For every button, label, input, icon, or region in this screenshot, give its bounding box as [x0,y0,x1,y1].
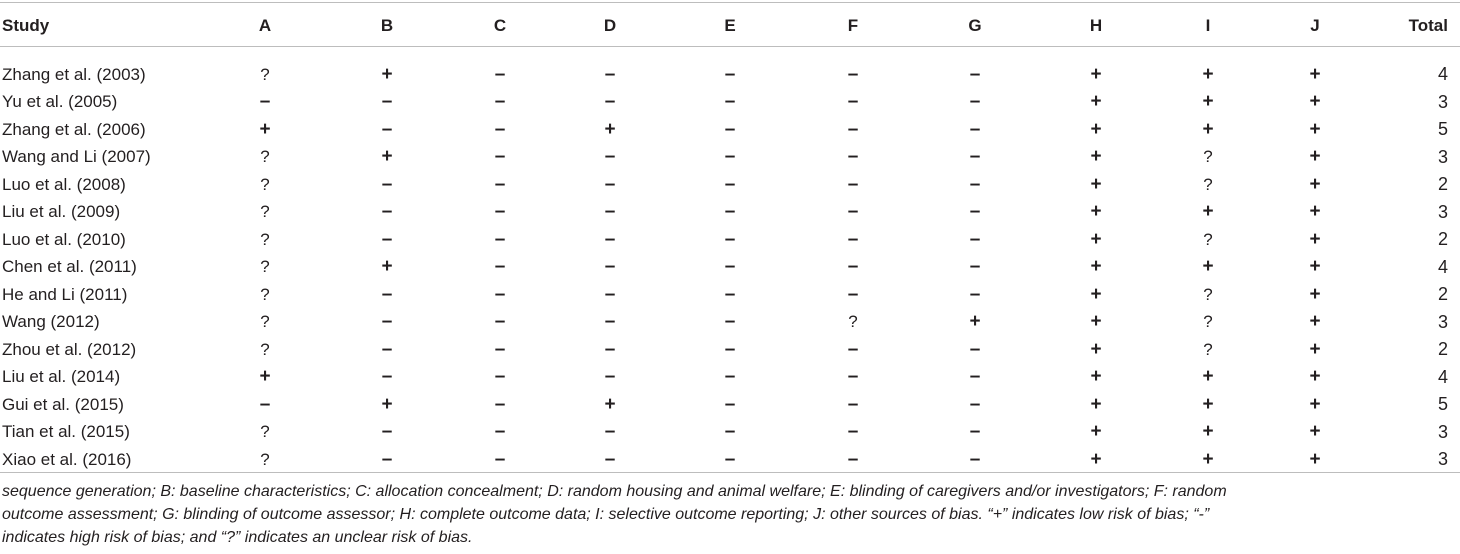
high-risk-mark: – [604,338,616,360]
table-row [0,309,1460,337]
high-risk-mark: – [847,338,859,360]
low-risk-mark: + [1090,393,1102,415]
low-risk-mark: + [1090,228,1102,250]
header-col-d: D [603,15,617,35]
header-col-h: H [1089,15,1103,35]
low-risk-mark: + [1202,366,1214,388]
unclear-risk-mark: ? [260,174,270,194]
footnote-line: sequence generation; B: baseline characteristics; C: allocation concealment; D: random housing and animal welfare; E: blinding of caregivers and/or investigators; F: random [2,483,1227,500]
high-risk-mark: – [969,118,981,140]
study-name: Gui et al. (2015) [2,394,124,414]
high-risk-mark: – [969,256,981,278]
header-col-a: A [258,15,272,35]
low-risk-mark: + [1202,91,1214,113]
study-name: Xiao et al. (2016) [2,449,132,469]
total-score: 4 [1437,256,1448,277]
low-risk-mark: + [1090,118,1102,140]
high-risk-mark: – [969,393,981,415]
footnote-line: indicates high risk of bias; and “?” indicates an unclear risk of bias. [2,529,473,546]
total-score: 2 [1437,229,1448,250]
table-row [0,419,1460,447]
header-col-e: E [724,15,736,35]
high-risk-mark: – [724,366,736,388]
low-risk-mark: + [969,311,981,333]
low-risk-mark: + [1090,256,1102,278]
high-risk-mark: – [724,91,736,113]
high-risk-mark: – [494,256,506,278]
high-risk-mark: – [969,63,981,85]
high-risk-mark: – [604,283,616,305]
header-total: Total [1408,15,1448,35]
high-risk-mark: – [969,91,981,113]
low-risk-mark: + [604,118,616,140]
high-risk-mark: – [259,91,271,113]
study-name: Liu et al. (2009) [2,202,121,222]
study-name: Luo et al. (2010) [2,229,126,249]
low-risk-mark: + [1090,63,1102,85]
header-col-f: F [847,15,859,35]
high-risk-mark: – [381,91,393,113]
low-risk-mark: + [1090,146,1102,168]
high-risk-mark: – [604,146,616,168]
unclear-risk-mark: ? [260,257,270,277]
total-score: 4 [1437,64,1448,85]
low-risk-mark: + [1090,366,1102,388]
low-risk-mark: + [1309,366,1321,388]
low-risk-mark: + [259,118,271,140]
table-footnote [2,480,1452,549]
high-risk-mark: – [494,421,506,443]
high-risk-mark: – [724,421,736,443]
header-col-i: I [1205,15,1211,35]
unclear-risk-mark: ? [1203,229,1213,249]
low-risk-mark: + [1309,201,1321,223]
high-risk-mark: – [381,338,393,360]
total-score: 3 [1437,91,1448,112]
high-risk-mark: – [847,283,859,305]
low-risk-mark: + [381,393,393,415]
high-risk-mark: – [969,201,981,223]
high-risk-mark: – [604,63,616,85]
unclear-risk-mark: ? [260,229,270,249]
unclear-risk-mark: ? [1203,312,1213,332]
unclear-risk-mark: ? [848,312,858,332]
table-top-rule [0,2,1460,3]
high-risk-mark: – [847,118,859,140]
total-score: 2 [1437,174,1448,195]
low-risk-mark: + [1090,173,1102,195]
table-header-row [0,12,1460,40]
high-risk-mark: – [724,118,736,140]
study-name: Luo et al. (2008) [2,174,126,194]
high-risk-mark: – [969,173,981,195]
table-row [0,199,1460,227]
header-col-b: B [380,15,394,35]
study-name: Chen et al. (2011) [2,257,137,277]
low-risk-mark: + [381,256,393,278]
total-score: 5 [1437,119,1448,140]
low-risk-mark: + [1309,393,1321,415]
study-name: Wang (2012) [2,312,100,332]
high-risk-mark: – [381,228,393,250]
unclear-risk-mark: ? [260,284,270,304]
high-risk-mark: – [381,448,393,470]
table-row [0,336,1460,364]
high-risk-mark: – [381,173,393,195]
high-risk-mark: – [969,421,981,443]
low-risk-mark: + [1090,283,1102,305]
high-risk-mark: – [381,421,393,443]
high-risk-mark: – [847,393,859,415]
high-risk-mark: – [969,283,981,305]
low-risk-mark: + [1090,421,1102,443]
high-risk-mark: – [494,283,506,305]
low-risk-mark: + [1309,311,1321,333]
high-risk-mark: – [847,228,859,250]
study-name: Liu et al. (2014) [2,367,121,387]
high-risk-mark: – [494,338,506,360]
high-risk-mark: – [494,228,506,250]
table-row [0,171,1460,199]
table-row [0,446,1460,474]
total-score: 4 [1437,366,1448,387]
high-risk-mark: – [381,311,393,333]
study-name: Tian et al. (2015) [2,422,130,442]
low-risk-mark: + [1202,256,1214,278]
high-risk-mark: – [494,393,506,415]
table-row [0,89,1460,117]
low-risk-mark: + [1309,63,1321,85]
study-name: Zhang et al. (2003) [2,64,146,84]
total-score: 3 [1437,146,1448,167]
header-col-c: C [493,15,507,35]
low-risk-mark: + [1309,91,1321,113]
study-name: He and Li (2011) [2,284,128,304]
high-risk-mark: – [381,366,393,388]
high-risk-mark: – [604,173,616,195]
header-col-j: J [1310,15,1320,35]
low-risk-mark: + [1090,91,1102,113]
high-risk-mark: – [724,283,736,305]
table-row [0,116,1460,144]
unclear-risk-mark: ? [260,339,270,359]
low-risk-mark: + [1309,118,1321,140]
low-risk-mark: + [604,393,616,415]
total-score: 2 [1437,284,1448,305]
total-score: 3 [1437,449,1448,470]
low-risk-mark: + [1202,448,1214,470]
table-row [0,391,1460,419]
unclear-risk-mark: ? [260,312,270,332]
high-risk-mark: – [494,448,506,470]
high-risk-mark: – [259,393,271,415]
high-risk-mark: – [604,256,616,278]
table-row [0,226,1460,254]
low-risk-mark: + [1309,421,1321,443]
low-risk-mark: + [1309,448,1321,470]
high-risk-mark: – [969,448,981,470]
unclear-risk-mark: ? [1203,174,1213,194]
high-risk-mark: – [494,146,506,168]
high-risk-mark: – [847,146,859,168]
low-risk-mark: + [1202,118,1214,140]
header-col-g: G [968,15,982,35]
total-score: 2 [1437,339,1448,360]
high-risk-mark: – [604,421,616,443]
high-risk-mark: – [494,311,506,333]
unclear-risk-mark: ? [260,422,270,442]
high-risk-mark: – [969,366,981,388]
high-risk-mark: – [494,173,506,195]
high-risk-mark: – [847,63,859,85]
high-risk-mark: – [494,201,506,223]
total-score: 3 [1437,201,1448,222]
total-score: 3 [1437,311,1448,332]
low-risk-mark: + [1309,146,1321,168]
low-risk-mark: + [381,146,393,168]
high-risk-mark: – [604,311,616,333]
high-risk-mark: – [847,448,859,470]
unclear-risk-mark: ? [260,202,270,222]
table-row [0,144,1460,172]
table-row [0,364,1460,392]
high-risk-mark: – [724,393,736,415]
low-risk-mark: + [1090,338,1102,360]
low-risk-mark: + [1309,256,1321,278]
low-risk-mark: + [1309,173,1321,195]
high-risk-mark: – [604,228,616,250]
high-risk-mark: – [724,146,736,168]
high-risk-mark: – [724,256,736,278]
unclear-risk-mark: ? [1203,339,1213,359]
study-name: Wang and Li (2007) [2,147,151,167]
high-risk-mark: – [724,63,736,85]
low-risk-mark: + [1090,201,1102,223]
high-risk-mark: – [381,201,393,223]
header-study: Study [2,15,50,35]
high-risk-mark: – [381,118,393,140]
high-risk-mark: – [724,201,736,223]
high-risk-mark: – [847,173,859,195]
low-risk-mark: + [1309,283,1321,305]
unclear-risk-mark: ? [1203,147,1213,167]
high-risk-mark: – [847,201,859,223]
low-risk-mark: + [1090,311,1102,333]
high-risk-mark: – [724,228,736,250]
unclear-risk-mark: ? [1203,284,1213,304]
total-score: 3 [1437,421,1448,442]
unclear-risk-mark: ? [260,64,270,84]
table-row [0,254,1460,282]
high-risk-mark: – [969,146,981,168]
low-risk-mark: + [1090,448,1102,470]
low-risk-mark: + [1309,338,1321,360]
study-name: Yu et al. (2005) [2,92,118,112]
high-risk-mark: – [494,366,506,388]
low-risk-mark: + [1202,393,1214,415]
table-bottom-rule [0,472,1460,473]
table-row [0,61,1460,89]
low-risk-mark: + [1202,63,1214,85]
study-name: Zhang et al. (2006) [2,119,146,139]
high-risk-mark: – [724,311,736,333]
high-risk-mark: – [604,91,616,113]
low-risk-mark: + [1202,421,1214,443]
high-risk-mark: – [847,421,859,443]
high-risk-mark: – [724,173,736,195]
high-risk-mark: – [604,366,616,388]
low-risk-mark: + [1309,228,1321,250]
high-risk-mark: – [494,118,506,140]
unclear-risk-mark: ? [260,147,270,167]
high-risk-mark: – [604,201,616,223]
total-score: 5 [1437,394,1448,415]
high-risk-mark: – [494,91,506,113]
header-bottom-rule [0,46,1460,47]
high-risk-mark: – [724,448,736,470]
low-risk-mark: + [259,366,271,388]
high-risk-mark: – [604,448,616,470]
high-risk-mark: – [847,91,859,113]
study-name: Zhou et al. (2012) [2,339,137,359]
low-risk-mark: + [1202,201,1214,223]
high-risk-mark: – [969,338,981,360]
footnote-line: outcome assessment; G: blinding of outcome assessor; H: complete outcome data; I: selective outcome reporting; J: other sources of bias. “+” indicates low risk of bias; “-” [2,506,1210,523]
high-risk-mark: – [847,256,859,278]
high-risk-mark: – [381,283,393,305]
high-risk-mark: – [969,228,981,250]
high-risk-mark: – [724,338,736,360]
low-risk-mark: + [381,63,393,85]
unclear-risk-mark: ? [260,449,270,469]
table-row [0,281,1460,309]
high-risk-mark: – [847,366,859,388]
high-risk-mark: – [494,63,506,85]
